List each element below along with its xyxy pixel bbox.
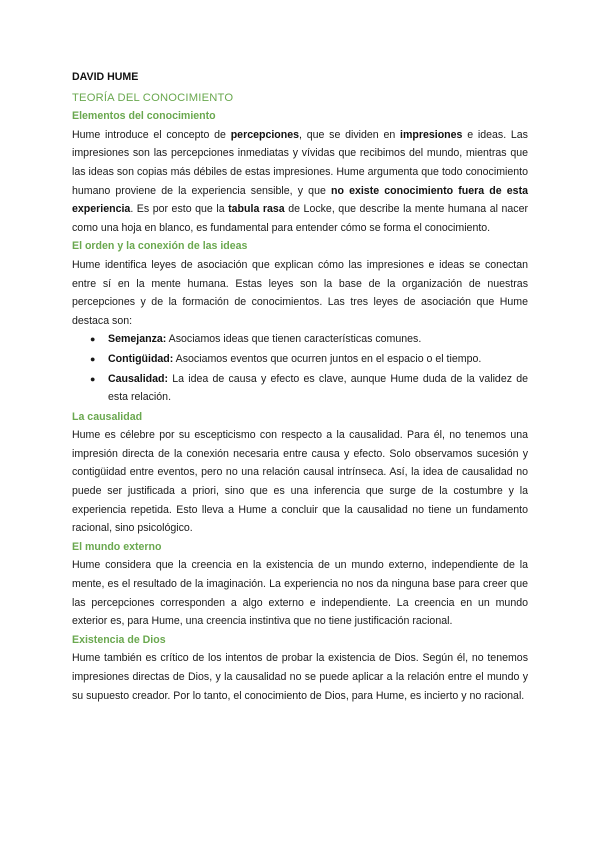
bold-term: Contigüidad: (108, 352, 174, 365)
heading-mundo-externo: El mundo externo (72, 540, 162, 553)
text-run: de Locke, que describe la mente humana al nacer como una hoja en blanco, es fundamental para entender cómo se forma el conocimiento. (72, 203, 528, 234)
paragraph-orden: Hume identifica leyes de asociación que explican cómo las impresiones e ideas se conectan entre sí en la mente humana. Estas leyes son la base de la organización de nuestras percepciones y de la formación de conocimientos. Las tres leyes de asociación que Hume destaca son: (72, 258, 528, 327)
list-item (90, 370, 528, 407)
paragraph-causalidad: Hume es célebre por su escepticismo con respecto a la causalidad. Para él, no tenemos una impresión directa de la conexión necesaria entre causa y efecto. Solo observamos sucesión y contigüidad entre eventos, pero no una relación causal intrínseca. Así, la idea de causalidad no puede ser justificada a priori, sino que es una inferencia que surge de la costumbre y la experiencia repetida. Esto lleva a Hume a concluir que la causalidad no tiene un fundamento racional, sino psicológico. (72, 429, 528, 535)
paragraph-mundo-externo: Hume considera que la creencia en la existencia de un mundo externo, independiente de la mente, es el resultado de la imaginación. La experiencia no nos da ninguna base para creer que las percepciones corresponden a algo externo e independiente. La creencia en un mundo exterior es, para Hume, una creencia instintiva que no tiene justificación racional. (72, 559, 528, 628)
bold-term: Semejanza: (108, 333, 167, 346)
list-item (90, 350, 528, 369)
paragraph-existencia-dios: Hume también es crítico de los intentos de probar la existencia de Dios. Según él, no tenemos impresiones directas de Dios, y la causalidad no se puede aplicar a la relación entre el mundo y su supuesto creador. Por lo tanto, el conocimiento de Dios, para Hume, es incierto y no racional. (72, 652, 528, 702)
heading-elementos: Elementos del conocimiento (72, 110, 216, 123)
bold-term: percepciones (230, 128, 300, 141)
bold-term: impresiones (400, 128, 463, 141)
paragraph-elementos (72, 126, 528, 238)
text-run: Hume introduce el concepto de (72, 128, 231, 141)
bold-term: tabula rasa (228, 203, 285, 216)
bullet-icon: ● (90, 373, 96, 384)
bold-term: no existe conocimiento fuera de esta experiencia (72, 184, 528, 216)
text-run: . Es por esto que la (130, 203, 229, 216)
bullet-icon: ● (90, 334, 96, 345)
association-laws-list (72, 330, 528, 406)
document-title: DAVID HUME (72, 71, 139, 83)
section-title: TEORÍA DEL CONOCIMIENTO (72, 91, 234, 104)
list-item-text: Asociamos eventos que ocurren juntos en el espacio o el tiempo. (173, 352, 482, 365)
text-run: , que se dividen en (299, 128, 401, 141)
text-run: e ideas. Las impresiones son las percepciones inmediatas y vívidas que recibimos del mundo, mientras que las ideas son copias más débiles de estas impresiones. Hume argumenta que todo conocimiento humano proviene de la experiencia sensible, y que (72, 128, 528, 197)
list-item-text: La idea de causa y efecto es clave, aunque Hume duda de la validez de esta relación. (108, 372, 528, 404)
list-item-text: Asociamos ideas que tienen características comunes. (166, 333, 422, 346)
bold-term: Causalidad: (108, 372, 169, 385)
bullet-icon: ● (90, 353, 96, 364)
list-item (90, 330, 528, 349)
heading-existencia-dios: Existencia de Dios (72, 633, 166, 646)
heading-causalidad: La causalidad (72, 410, 143, 423)
heading-orden: El orden y la conexión de las ideas (72, 240, 248, 253)
